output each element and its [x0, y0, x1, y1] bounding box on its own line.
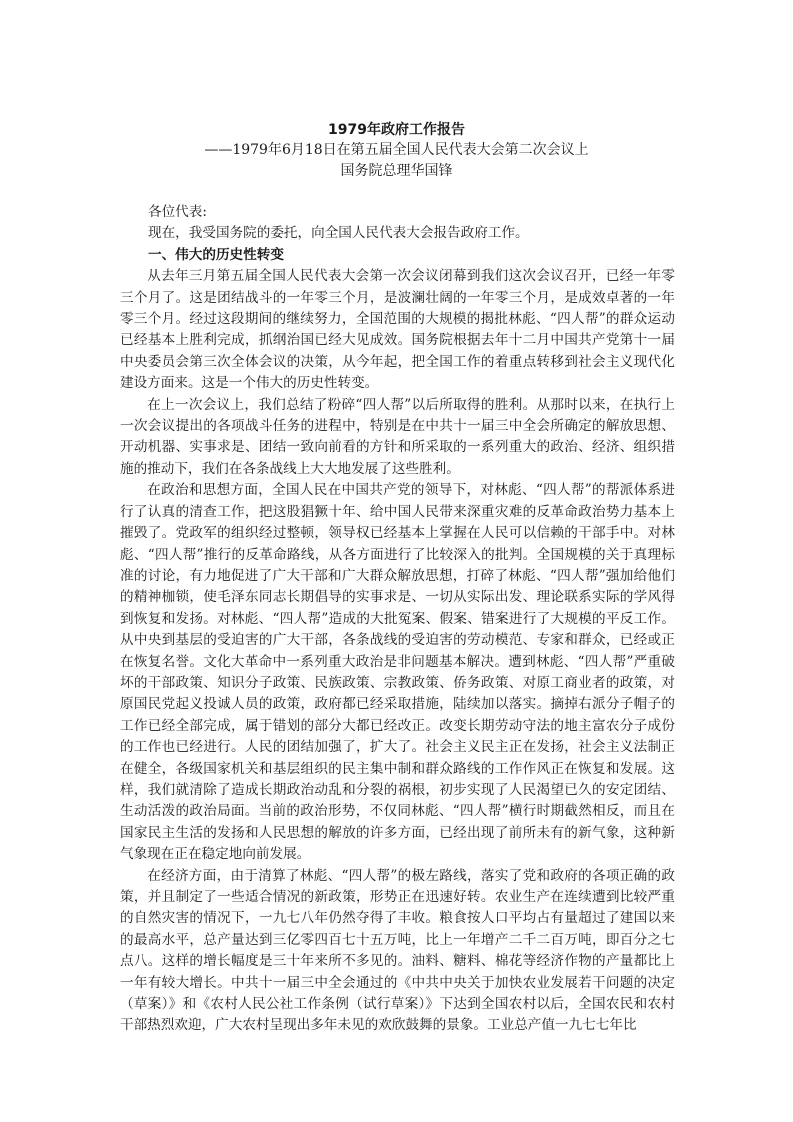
section-heading: 一、伟大的历史性转变	[148, 246, 284, 263]
body-paragraph-3: 在政治和思想方面，全国人民在中国共产党的领导下，对林彪、“四人帮”的帮派体系进行了认真的清查工作，把这股猖獗十年、给中国人民带来深重灾难的反革命政治势力基本上摧毁了。党政军的组织经过整顿，领导权已经基本上掌握在人民可以信赖的干部手中。对林彪、“四人帮”推行的反革命路线，从各方面进行了比较深入的批判。全国规模的关于真理标准的讨论，有力地促进了广大干部和广大群众解放思想，打碎了林彪、“四人帮”强加给他们的精神枷锁，使毛泽东同志长期倡导的实事求是、一切从实际出发、理论联系实际的学风得到恢复和发扬。对林彪、“四人帮”造成的大批冤案、假案、错案进行了大规模的平反工作。从中央到基层的受迫害的广大干部，各条战线的受迫害的劳动模范、专家和群众，已经或正在恢复名誉。文化大革命中一系列重大政治是非问题基本解决。遭到林彪、“四人帮”严重破坏的干部政策、知识分子政策、民族政策、宗教政策、侨务政策、对原工商业者的政策，对原国民党起义投诚人员的政策，政府都已经采取措施，陆续加以落实。摘掉右派分子帽子的工作已经全部完成，属于错划的部分大都已经改正。改变长期劳动守法的地主富农分子成份的工作也已经进行。人民的团结加强了，扩大了。社会主义民主正在发扬，社会主义法制正在健全，各级国家机关和基层组织的民主集中制和群众路线的工作作风正在恢复和发展。这样，我们就清除了造成长期政治动乱和分裂的祸根，初步实现了人民渴望已久的安定团结、生动活泼的政治局面。当前的政治形势，不仅同林彪、“四人帮”横行时期截然相反，而且在国家民主生活的发扬和人民思想的解放的许多方面，已经出现了前所未有的新气象，这种新气象现在正在稳定地向前发展。	[120, 482, 675, 863]
salutation: 各位代表:	[148, 204, 207, 220]
document-author: 国务院总理华国锋	[340, 163, 453, 179]
opening-paragraph: 现在，我受国务院的委托，向全国人民代表大会报告政府工作。	[148, 225, 529, 242]
document-body	[120, 202, 675, 1037]
document-title: 1979年政府工作报告	[328, 122, 465, 138]
body-paragraph-1: 从去年三月第五届全国人民代表大会第一次会议闭幕到我们这次会议召开，已经一年零三个月了。这是团结战斗的一年零三个月，是波澜壮阔的一年零三个月，是成效卓著的一年零三个月。经过这段期间的继续努力，全国范围的大规模的揭批林彪、“四人帮”的群众运动已经基本上胜利完成，抓纲治国已经大见成效。国务院根据去年十二月中国共产党第十一届中央委员会第三次全体会议的决策，从今年起，把全国工作的着重点转移到社会主义现代化建设方面来。这是一个伟大的历史性转变。	[120, 268, 675, 392]
body-paragraph-2: 在上一次会议上，我们总结了粉碎“四人帮”以后所取得的胜利。从那时以来，在执行上一次会议提出的各项战斗任务的进程中，特别是在中共十一届三中全会所确定的解放思想、开动机器、实事求是、团结一致向前看的方针和所采取的一系列重大的政治、经济、组织措施的推动下，我们在各条战线上大大地发展了这些胜利。	[120, 396, 675, 477]
document-subtitle: ——1979年6月18日在第五届全国人民代表大会第二次会议上	[204, 142, 589, 158]
body-paragraph-4: 在经济方面，由于清算了林彪、“四人帮”的极左路线，落实了党和政府的各项正确的政策，并且制定了一些适合情况的新政策，形势正在迅速好转。农业生产在连续遭到比较严重的自然灾害的情况下，一九七八年仍然夺得了丰收。粮食按人口平均占有量超过了建国以来的最高水平，总产量达到三亿零四百七十五万吨，比上一年增产二千二百万吨，即百分之七点八。这样的增长幅度是三十年来所不多见的。油料、糖料、棉花等经济作物的产量都比上一年有较大增长。中共十一届三中全会通过的《中共中央关于加快农业发展若干问题的决定（草案）》和《农村人民公社工作条例（试行草案）》下达到全国农村以后，全国农民和农村干部热烈欢迎，广大农村呈现出多年未见的欢欣鼓舞的景象。工业总产值一九七七年比	[120, 867, 675, 1034]
